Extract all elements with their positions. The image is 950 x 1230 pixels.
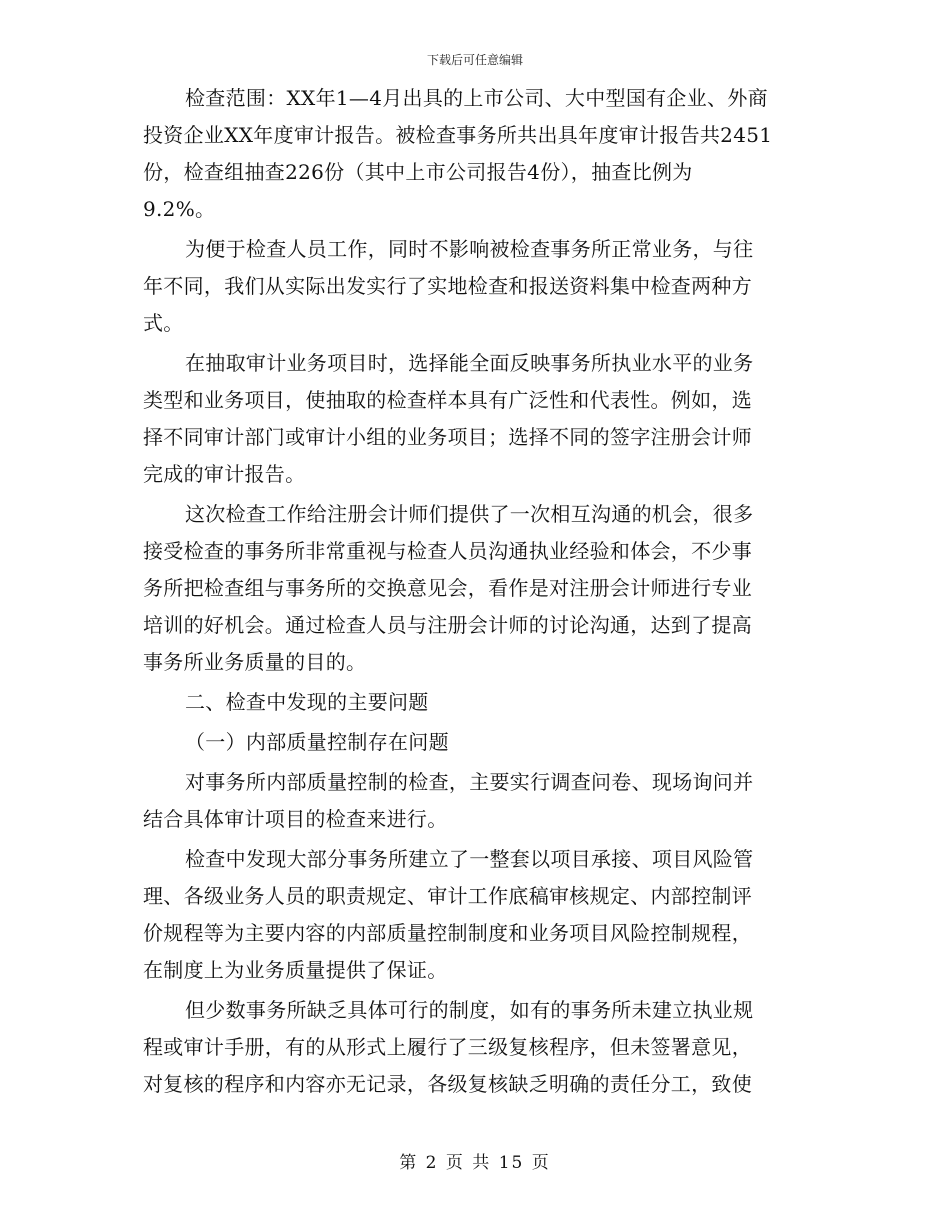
paragraph-line: 类型和业务项目，使抽取的检查样本具有广泛性和代表性。例如，选 — [143, 388, 752, 412]
paragraph-line: 择不同审计部门或审计小组的业务项目；选择不同的签字注册会计师 — [143, 425, 752, 449]
paragraph-line: 投资企业XX年度审计报告。被检查事务所共出具年度审计报告共2451 — [143, 123, 773, 147]
subsection-heading: （一）内部质量控制存在问题 — [185, 730, 449, 754]
paragraph-line: 为便于检查人员工作，同时不影响被检查事务所正常业务，与往 — [185, 237, 754, 261]
paragraph-line: 程或审计手册，有的从形式上履行了三级复核程序，但未签署意见， — [143, 1035, 752, 1059]
paragraph-line: 完成的审计报告。 — [143, 462, 306, 486]
paragraph-line: 结合具体审计项目的检查来进行。 — [143, 807, 448, 831]
paragraph-line: 理、各级业务人员的职责规定、审计工作底稿审核规定、内部控制评 — [143, 884, 752, 908]
paragraph-line: 这次检查工作给注册会计师们提供了一次相互沟通的机会，很多 — [185, 502, 754, 526]
document-body — [143, 80, 807, 1103]
paragraph-line: 年不同，我们从实际出发实行了实地检查和报送资料集中检查两种方 — [143, 274, 752, 298]
paragraph-line: 份，检查组抽查226份（其中上市公司报告4份），抽查比例为 — [143, 160, 693, 184]
paragraph-line: 事务所业务质量的目的。 — [143, 650, 367, 674]
paragraph-line: 对事务所内部质量控制的检查，主要实行调查问卷、现场询问并 — [185, 770, 754, 794]
paragraph-line: 检查中发现大部分事务所建立了一整套以项目承接、项目风险管 — [185, 847, 754, 871]
paragraph-line: 务所把检查组与事务所的交换意见会，看作是对注册会计师进行专业 — [143, 576, 752, 600]
paragraph-line: 培训的好机会。通过检查人员与注册会计师的讨论沟通，达到了提高 — [143, 613, 752, 637]
paragraph-line: 9.2%。 — [143, 197, 216, 221]
paragraph-line: 检查范围：XX年1—4月出具的上市公司、大中型国有企业、外商 — [185, 86, 768, 110]
section-heading: 二、检查中发现的主要问题 — [185, 690, 429, 714]
paragraph-line: 对复核的程序和内容亦无记录，各级复核缺乏明确的责任分工，致使 — [143, 1072, 752, 1096]
paragraph-line: 价规程等为主要内容的内部质量控制制度和业务项目风险控制规程， — [143, 921, 752, 945]
paragraph-line: 式。 — [143, 311, 184, 335]
paragraph-line: 在制度上为业务质量提供了保证。 — [143, 958, 448, 982]
paragraph-line: 在抽取审计业务项目时，选择能全面反映事务所执业水平的业务 — [185, 351, 754, 375]
paragraph-line: 但少数事务所缺乏具体可行的制度，如有的事务所未建立执业规 — [185, 998, 754, 1022]
page-header: 下载后可任意编辑 — [426, 53, 523, 67]
page-number-footer: 第 2 页 共 15 页 — [399, 1153, 551, 1173]
paragraph-line: 接受检查的事务所非常重视与检查人员沟通执业经验和体会，不少事 — [143, 539, 752, 563]
